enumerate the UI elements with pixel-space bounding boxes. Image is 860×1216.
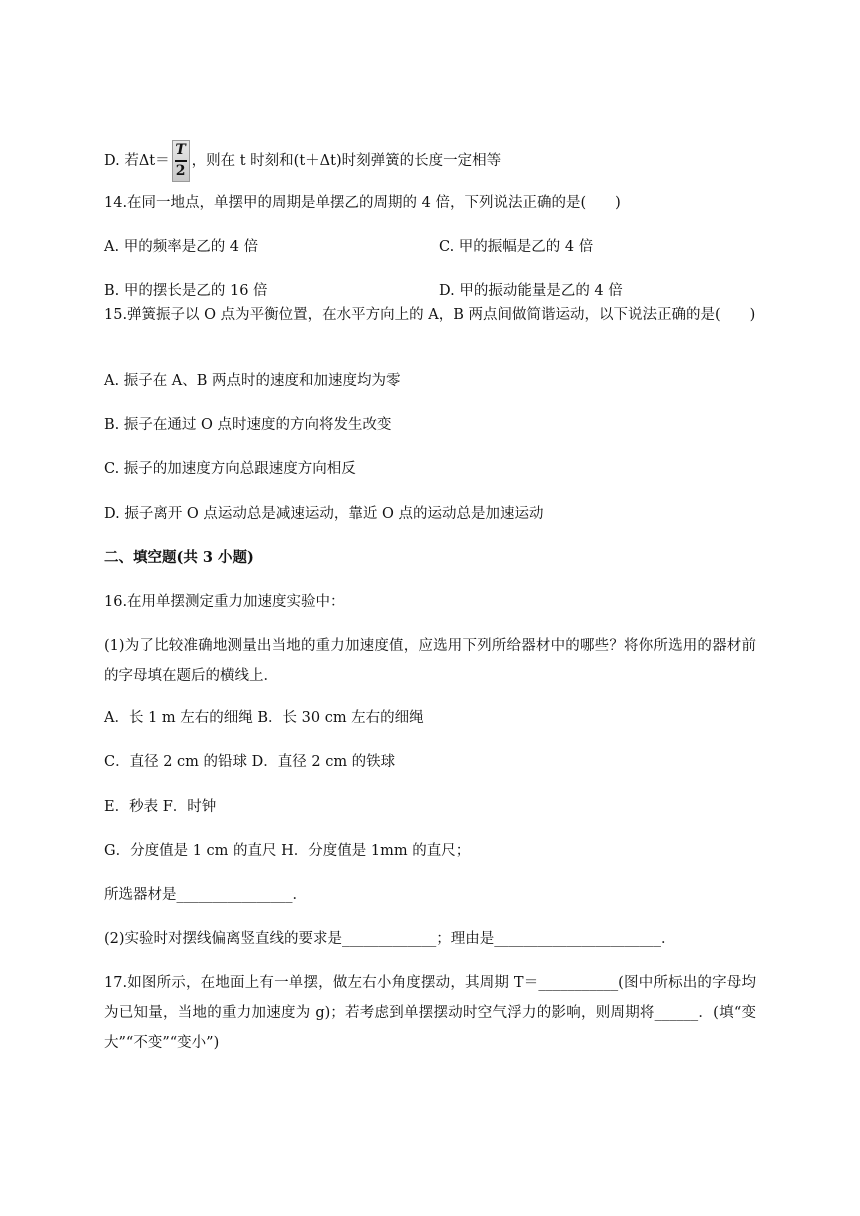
q13-option-d xyxy=(104,140,501,182)
q14-option-a: A. 甲的频率是乙的 4 倍 xyxy=(104,239,259,255)
q15-option-d: D. 振子离开 O 点运动总是减速运动，靠近 O 点的运动总是加速运动 xyxy=(104,506,544,522)
q15-option-c: C. 振子的加速度方向总跟速度方向相反 xyxy=(104,461,356,477)
q16-stem: 16.在用单摆测定重力加速度实验中： xyxy=(104,594,345,610)
q14-option-c: C. 甲的振幅是乙的 4 倍 xyxy=(439,239,594,255)
q14-option-d: D. 甲的振动能量是乙的 4 倍 xyxy=(439,283,623,299)
q16-material-gh: G．分度值是 1 cm 的直尺 H．分度值是 1mm 的直尺； xyxy=(104,843,471,859)
fraction-denominator: 2 xyxy=(175,163,186,179)
q15-option-a: A. 振子在 A、B 两点时的速度和加速度均为零 xyxy=(104,373,401,389)
fraction-bar xyxy=(175,160,187,162)
q16-answer-line: 所选器材是________________． xyxy=(104,887,307,903)
q15-option-b: B. 振子在通过 O 点时速度的方向将发生改变 xyxy=(104,417,392,433)
q17-stem: 17.如图所示，在地面上有一单摆，做左右小角度摆动，其周期 T＝___________(图中所标出的字母均为已知量，当地的重力加速度为 g)；若考虑到单摆摆动时空气浮力的影响，则周期将______．(填“变大”“不变”“变小”) xyxy=(104,975,756,1051)
q16-part1: (1)为了比较准确地测量出当地的重力加速度值，应选用下列所给器材中的哪些？将你所选用的器材前的字母填在题后的横线上． xyxy=(104,638,756,684)
q14-stem: 14.在同一地点，单摆甲的周期是单摆乙的周期的 4 倍，下列说法正确的是( ) xyxy=(104,195,621,211)
q16-material-ef: E．秒表 F．时钟 xyxy=(104,799,217,815)
section-title: 二、填空题(共 3 小题) xyxy=(104,549,254,566)
q14-option-b: B. 甲的摆长是乙的 16 倍 xyxy=(104,283,268,299)
fraction-t-over-2 xyxy=(172,140,190,182)
q16-material-ab: A．长 1 m 左右的细绳 B．长 30 cm 左右的细绳 xyxy=(104,710,424,726)
q13-option-d-suffix: ，则在 t 时刻和(t＋Δt)时刻弹簧的长度一定相等 xyxy=(191,153,502,169)
fraction-numerator: T xyxy=(175,142,186,158)
q16-part2: (2)实验时对摆线偏离竖直线的要求是_____________；理由是_______________________． xyxy=(104,931,676,947)
q15-stem: 15.弹簧振子以 O 点为平衡位置，在水平方向上的 A，B 两点间做简谐运动，以下说法正确的是( ) xyxy=(104,307,756,323)
q13-option-d-prefix: D. 若Δt＝ xyxy=(104,153,170,169)
q16-material-cd: C．直径 2 cm 的铅球 D．直径 2 cm 的铁球 xyxy=(104,754,396,770)
